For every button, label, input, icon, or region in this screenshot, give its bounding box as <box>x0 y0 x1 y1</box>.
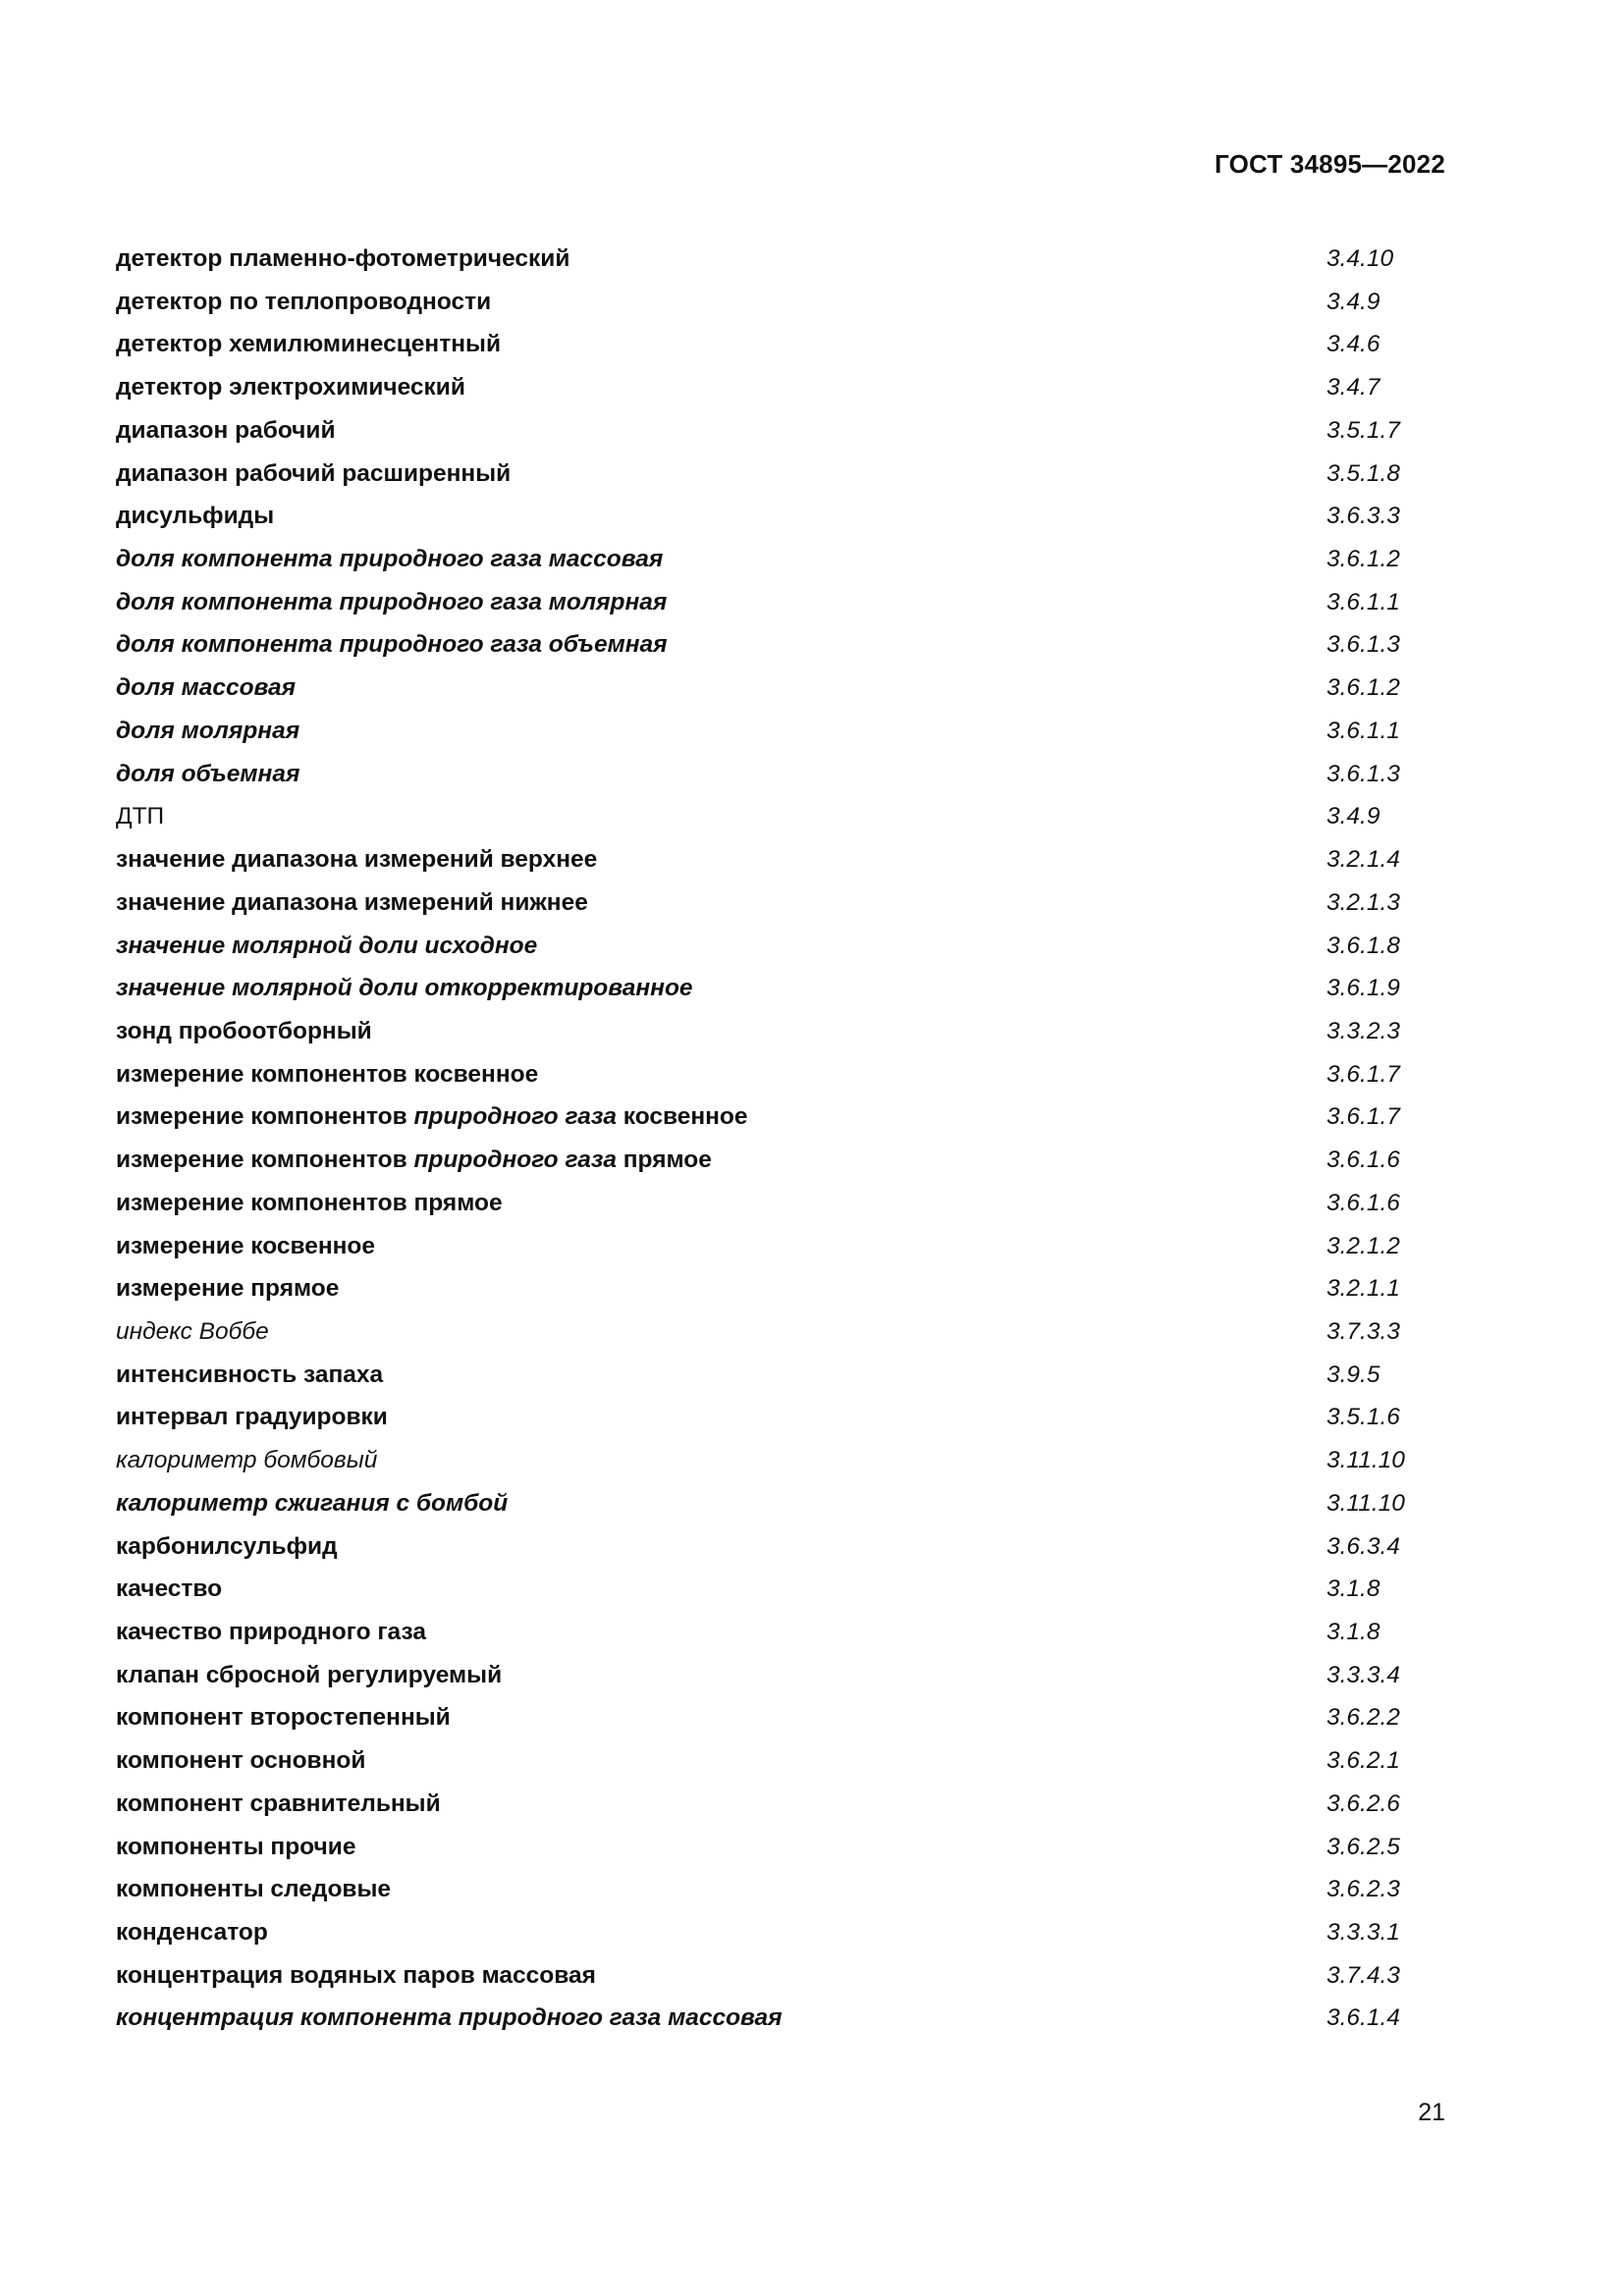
index-section-reference: 3.6.1.4 <box>1326 2004 1400 2032</box>
index-section-reference: 3.6.1.3 <box>1326 631 1400 659</box>
index-entry <box>116 1354 1392 1397</box>
index-term <box>116 1482 508 1525</box>
index-entry <box>116 1010 1400 1053</box>
index-term <box>116 323 501 366</box>
index-entry <box>116 753 1400 796</box>
index-term-segment: компоненты следовые <box>116 1876 392 1903</box>
index-entry <box>116 795 1392 838</box>
index-term-segment: измерение компонентов косвенное <box>116 1060 539 1088</box>
index-section-reference: 3.6.2.1 <box>1326 1747 1400 1775</box>
index-term-segment: доля молярная <box>116 717 300 744</box>
index-entry <box>116 366 1392 409</box>
index-section-reference: 3.6.1.6 <box>1326 1189 1400 1216</box>
index-entry <box>116 1739 1400 1783</box>
index-term <box>116 795 164 838</box>
index-term <box>116 967 693 1010</box>
index-term-segment: интервал градуировки <box>116 1404 388 1431</box>
index-entry <box>116 710 1400 753</box>
page-header-standard-code: ГОСТ 34895—2022 <box>1215 149 1445 179</box>
index-term-segment: косвенное <box>616 1103 748 1131</box>
index-term-segment: значение диапазона измерений верхнее <box>116 846 598 874</box>
index-entry <box>116 1868 1400 1911</box>
index-entry <box>116 1267 1400 1310</box>
index-term <box>116 925 537 968</box>
index-section-reference: 3.3.3.4 <box>1326 1661 1400 1688</box>
index-term <box>116 1525 338 1569</box>
index-section-reference: 3.6.1.8 <box>1326 932 1400 959</box>
index-section-reference: 3.6.2.2 <box>1326 1704 1400 1732</box>
alphabetical-term-index <box>116 238 1405 2040</box>
index-entry <box>116 281 1392 324</box>
index-section-reference: 3.3.3.1 <box>1326 1919 1400 1947</box>
index-section-reference: 3.2.1.1 <box>1326 1275 1400 1303</box>
index-term <box>116 1182 503 1225</box>
index-section-reference: 3.2.1.2 <box>1326 1232 1400 1259</box>
index-term-segment: компонент второстепенный <box>116 1704 451 1732</box>
index-term <box>116 1310 269 1354</box>
index-term-segment: индекс Воббе <box>116 1317 269 1345</box>
index-entry <box>116 323 1392 366</box>
index-section-reference: 3.6.1.1 <box>1326 717 1400 744</box>
index-term-segment: детектор электрохимический <box>116 374 465 401</box>
index-term-segment: ДТП <box>116 803 165 830</box>
index-section-reference: 3.6.1.7 <box>1326 1103 1400 1131</box>
index-entry <box>116 1439 1405 1482</box>
index-entry <box>116 1310 1400 1354</box>
index-term <box>116 1826 355 1869</box>
index-section-reference: 3.6.2.6 <box>1326 1789 1400 1817</box>
index-term-segment: детектор хемилюминесцентный <box>116 331 501 358</box>
index-entry <box>116 1225 1400 1268</box>
index-term-segment: природного газа <box>413 1147 617 1174</box>
index-term-segment: доля объемная <box>116 760 300 787</box>
index-term <box>116 581 667 624</box>
index-entry <box>116 453 1400 496</box>
index-entry <box>116 1826 1400 1869</box>
index-entry <box>116 238 1392 281</box>
index-term <box>116 1225 375 1268</box>
index-term-segment: измерение компонентов <box>116 1147 414 1174</box>
index-term <box>116 1354 383 1397</box>
index-section-reference: 3.6.3.3 <box>1326 503 1400 530</box>
index-term-segment: компоненты прочие <box>116 1833 356 1860</box>
index-entry <box>116 925 1400 968</box>
index-term-segment: доля компонента природного газа массовая <box>116 546 664 573</box>
index-entry <box>116 623 1400 667</box>
index-term <box>116 1010 372 1053</box>
index-term <box>116 1568 222 1611</box>
index-section-reference: 3.6.1.9 <box>1326 975 1400 1002</box>
index-term <box>116 1911 268 1954</box>
index-term-segment: измерение прямое <box>116 1275 340 1303</box>
index-section-reference: 3.5.1.8 <box>1326 459 1400 487</box>
page-number: 21 <box>1418 2099 1445 2126</box>
index-term <box>116 1439 377 1482</box>
index-entry <box>116 967 1400 1010</box>
index-entry <box>116 581 1400 624</box>
index-section-reference: 3.6.1.3 <box>1326 760 1400 787</box>
index-section-reference: 3.6.1.7 <box>1326 1060 1400 1088</box>
index-section-reference: 3.6.2.3 <box>1326 1876 1400 1903</box>
index-term <box>116 1053 538 1096</box>
index-term-segment: значение молярной доли откорректированное <box>116 975 693 1002</box>
index-entry <box>116 1525 1400 1569</box>
index-section-reference: 3.5.1.7 <box>1326 416 1400 444</box>
index-term-segment: доля компонента природного газа молярная <box>116 588 668 615</box>
index-term <box>116 495 274 538</box>
index-section-reference: 3.4.6 <box>1326 331 1380 358</box>
index-term <box>116 623 668 667</box>
index-term-segment: концентрация компонента природного газа массовая <box>116 2004 783 2032</box>
index-term-segment: детектор по теплопроводности <box>116 288 492 315</box>
index-term <box>116 238 569 281</box>
index-term-segment: карбонилсульфид <box>116 1532 338 1560</box>
index-section-reference: 3.6.3.4 <box>1326 1532 1400 1560</box>
index-term <box>116 1696 451 1739</box>
index-term <box>116 538 663 581</box>
index-term-segment: качество природного газа <box>116 1619 426 1645</box>
index-section-reference: 3.4.7 <box>1326 374 1380 401</box>
index-term-segment: качество <box>116 1575 223 1603</box>
index-term-segment: калориметр бомбовый <box>116 1447 378 1474</box>
index-section-reference: 3.4.9 <box>1326 288 1380 315</box>
index-term-segment: концентрация водяных паров массовая <box>116 1961 596 1989</box>
index-section-reference: 3.6.1.2 <box>1326 674 1400 702</box>
index-term <box>116 1783 441 1826</box>
index-section-reference: 3.1.8 <box>1326 1575 1380 1603</box>
index-term-segment: измерение компонентов прямое <box>116 1189 503 1216</box>
index-entry <box>116 1095 1400 1139</box>
index-term <box>116 1611 426 1654</box>
index-term-segment: компонент сравнительный <box>116 1789 441 1817</box>
index-entry <box>116 667 1400 710</box>
index-term <box>116 838 597 881</box>
index-term-segment: диапазон рабочий расширенный <box>116 459 512 487</box>
index-term-segment: диапазон рабочий <box>116 416 336 444</box>
index-term <box>116 1139 712 1182</box>
index-entry <box>116 1482 1405 1525</box>
index-term-segment: дисульфиды <box>116 503 275 530</box>
index-term-segment: природного газа <box>413 1103 617 1131</box>
index-section-reference: 3.1.8 <box>1326 1619 1380 1645</box>
index-section-reference: 3.7.3.3 <box>1326 1317 1400 1345</box>
index-section-reference: 3.9.5 <box>1326 1361 1380 1388</box>
index-term <box>116 281 491 324</box>
index-entry <box>116 1182 1400 1225</box>
index-term <box>116 667 296 710</box>
index-entry <box>116 538 1400 581</box>
index-section-reference: 3.2.1.4 <box>1326 846 1400 874</box>
index-term-segment: компонент основной <box>116 1747 366 1775</box>
index-term-segment: доля массовая <box>116 674 297 702</box>
index-term <box>116 366 465 409</box>
index-term <box>116 453 511 496</box>
index-section-reference: 3.11.10 <box>1326 1489 1405 1517</box>
index-term-segment: значение диапазона измерений нижнее <box>116 888 588 916</box>
index-term-segment: зонд пробоотборный <box>116 1017 372 1044</box>
index-entry <box>116 1053 1400 1096</box>
index-term <box>116 710 299 753</box>
index-term <box>116 409 336 453</box>
index-section-reference: 3.6.1.1 <box>1326 588 1400 615</box>
index-term <box>116 1997 783 2040</box>
index-entry <box>116 881 1400 925</box>
index-entry <box>116 1568 1392 1611</box>
index-entry <box>116 1911 1400 1954</box>
index-entry <box>116 1997 1400 2040</box>
index-section-reference: 3.4.10 <box>1326 245 1394 272</box>
index-entry <box>116 1654 1400 1697</box>
index-entry <box>116 1954 1400 1998</box>
index-entry <box>116 409 1400 453</box>
index-section-reference: 3.7.4.3 <box>1326 1961 1400 1989</box>
index-term <box>116 1654 502 1697</box>
index-section-reference: 3.3.2.3 <box>1326 1017 1400 1044</box>
index-term-segment: конденсатор <box>116 1919 268 1947</box>
index-term <box>116 881 588 925</box>
index-term <box>116 1095 748 1139</box>
index-section-reference: 3.4.9 <box>1326 803 1380 830</box>
index-term-segment: детектор пламенно-фотометрический <box>116 245 570 272</box>
index-term <box>116 1954 596 1998</box>
index-term-segment: измерение косвенное <box>116 1232 376 1259</box>
index-section-reference: 3.6.1.2 <box>1326 546 1400 573</box>
index-term-segment: интенсивность запаха <box>116 1361 384 1388</box>
index-section-reference: 3.6.2.5 <box>1326 1833 1400 1860</box>
index-term <box>116 753 299 796</box>
index-entry <box>116 1611 1392 1654</box>
index-term-segment: прямое <box>616 1147 712 1174</box>
index-section-reference: 3.2.1.3 <box>1326 888 1400 916</box>
index-section-reference: 3.5.1.6 <box>1326 1404 1400 1431</box>
index-term <box>116 1267 339 1310</box>
index-section-reference: 3.6.1.6 <box>1326 1147 1400 1174</box>
index-entry <box>116 1696 1400 1739</box>
index-term-segment: калориметр сжигания с бомбой <box>116 1489 509 1517</box>
index-term <box>116 1396 388 1439</box>
index-section-reference: 3.11.10 <box>1326 1447 1405 1474</box>
index-entry <box>116 1783 1400 1826</box>
index-term-segment: значение молярной доли исходное <box>116 932 538 959</box>
index-term-segment: доля компонента природного газа объемная <box>116 631 668 659</box>
index-entry <box>116 495 1400 538</box>
index-term-segment: измерение компонентов <box>116 1103 414 1131</box>
index-entry <box>116 1396 1400 1439</box>
index-entry <box>116 1139 1400 1182</box>
index-term-segment: клапан сбросной регулируемый <box>116 1661 503 1688</box>
index-entry <box>116 838 1400 881</box>
index-term <box>116 1868 391 1911</box>
index-term <box>116 1739 365 1783</box>
